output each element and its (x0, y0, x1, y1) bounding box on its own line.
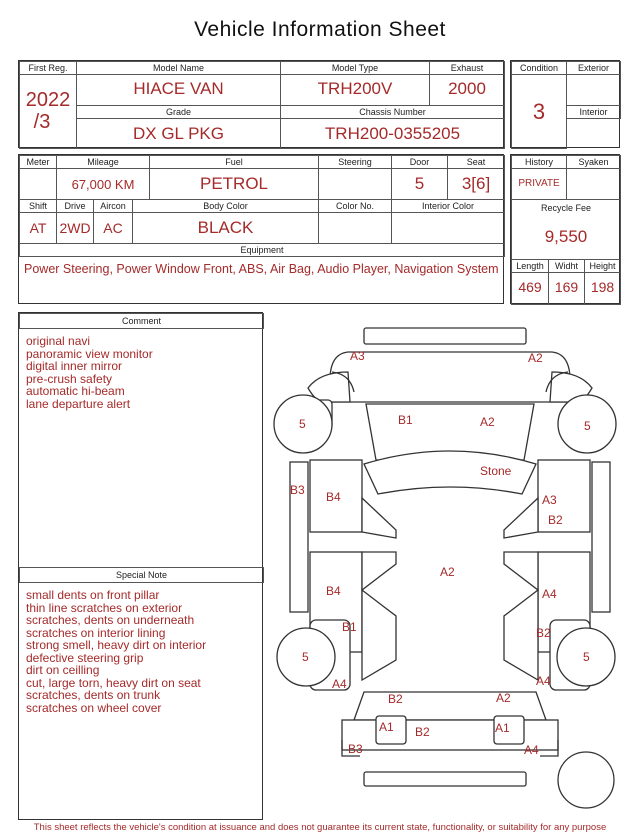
disclaimer-footer: This sheet reflects the vehicle's condition at issuance and does not guarantee its current state, functionality, or suitability for any purpose (33, 822, 607, 833)
special-note-item: scratches on interior lining (26, 625, 166, 640)
damage-mark: A2 (496, 691, 511, 705)
damage-mark: Stone (480, 464, 512, 478)
drive-value: 2WD (59, 220, 91, 236)
height-label: Height (589, 261, 616, 271)
history-label: History (524, 157, 553, 167)
damage-mark: 5 (584, 419, 591, 433)
body-color-label: Body Color (203, 201, 248, 211)
damage-mark: B1 (342, 620, 357, 634)
body-color-value: BLACK (197, 218, 254, 237)
condition-box (510, 60, 620, 148)
sheet-title: Vehicle Information Sheet (194, 18, 446, 41)
condition-value: 3 (532, 99, 546, 124)
damage-mark: B4 (326, 584, 341, 598)
first-reg-month: /3 (33, 111, 51, 133)
special-note-item: thin line scratches on exterior (26, 600, 183, 615)
model-name-label: Model Name (152, 63, 205, 73)
vehicle-basic-box (18, 60, 504, 148)
steering-label: Steering (338, 157, 372, 167)
recycle-fee-value: 9,550 (544, 227, 588, 246)
length-label: Length (516, 261, 544, 271)
special-note-item: scratches on wheel cover (26, 700, 162, 715)
comment-item: original navi (26, 334, 91, 348)
drive-label: Drive (64, 201, 86, 211)
seat-label: Seat (466, 157, 486, 167)
damage-mark: 5 (302, 650, 309, 664)
comment-item: digital inner mirror (26, 359, 123, 373)
mileage-label: Mileage (87, 157, 119, 167)
vehicle-spec-box (18, 154, 504, 304)
comment-item: panoramic view monitor (26, 346, 153, 361)
damage-mark: A3 (542, 493, 557, 507)
exhaust-label: Exhaust (450, 63, 484, 73)
damage-mark: A3 (350, 349, 365, 363)
comment-label: Comment (121, 316, 161, 326)
grade-label: Grade (165, 107, 191, 117)
equipment-value: Power Steering, Power Window Front, ABS, Air Bag, Audio Player, Navigation System (24, 262, 499, 276)
exterior-label: Exterior (577, 63, 609, 73)
first-reg-label: First Reg. (28, 63, 68, 73)
damage-mark: A4 (542, 587, 557, 601)
damage-mark: A4 (524, 743, 539, 757)
car-damage-diagram (270, 320, 630, 820)
special-note-item: dirt on ceilling (26, 663, 100, 677)
grade-value: DX GL PKG (132, 124, 224, 143)
special-note-label: Special Note (115, 570, 168, 580)
damage-mark: B2 (388, 692, 403, 706)
damage-mark: A2 (528, 351, 543, 365)
damage-mark: 5 (583, 650, 590, 664)
meter-label: Meter (26, 157, 50, 167)
notes-box (18, 312, 263, 820)
damage-mark: A2 (480, 415, 495, 429)
damage-mark: A4 (536, 674, 551, 688)
damage-mark: B3 (348, 742, 363, 756)
special-note-item: defective steering grip (26, 650, 144, 665)
equipment-label: Equipment (240, 245, 284, 255)
shift-label: Shift (28, 201, 47, 211)
comment-item: lane departure alert (26, 396, 131, 411)
length-value: 469 (518, 279, 542, 295)
model-type-label: Model Type (331, 63, 379, 73)
chassis-number-label: Chassis Number (359, 107, 426, 117)
height-value: 198 (590, 279, 615, 295)
door-value: 5 (414, 174, 425, 193)
damage-mark: B1 (398, 413, 413, 427)
damage-mark: B2 (548, 513, 563, 527)
special-note-item: cut, large torn, heavy dirt on seat (26, 675, 201, 690)
color-no-label: Color No. (335, 201, 374, 211)
shift-value: AT (29, 220, 47, 236)
comment-item: automatic hi-beam (26, 384, 125, 398)
recycle-fee-label: Recycle Fee (540, 203, 592, 213)
special-note-item: strong smell, heavy dirt on interior (26, 638, 207, 652)
aircon-value: AC (103, 220, 123, 236)
width-value: 169 (554, 279, 579, 295)
history-box (510, 154, 620, 304)
syaken-label: Syaken (578, 157, 609, 167)
history-value: PRIVATE (518, 178, 560, 189)
damage-mark: A1 (495, 721, 510, 735)
first-reg-year: 2022 (25, 89, 71, 111)
comment-item: pre-crush safety (26, 371, 113, 386)
damage-mark: A1 (379, 720, 394, 734)
damage-mark: B2 (536, 626, 551, 640)
damage-mark: B2 (415, 725, 430, 739)
special-note-item: scratches, dents on trunk (26, 688, 161, 702)
seat-value: 3[6] (461, 174, 491, 193)
mileage-value: 67,000 KM (71, 177, 135, 192)
damage-mark: A2 (440, 565, 455, 579)
comment-list (26, 335, 153, 410)
special-note-item: scratches, dents on underneath (26, 613, 195, 627)
damage-mark: A4 (332, 677, 347, 691)
damage-mark: B4 (326, 490, 341, 504)
fuel-label: Fuel (225, 157, 243, 167)
width-label: Widht (554, 261, 578, 271)
special-note-list (26, 589, 206, 714)
interior-color-label: Interior Color (421, 201, 475, 211)
aircon-label: Aircon (100, 201, 126, 211)
damage-mark: B3 (290, 483, 305, 497)
special-note-item: small dents on front pillar (26, 588, 160, 602)
door-label: Door (409, 157, 430, 167)
chassis-number-value: TRH200-0355205 (324, 124, 461, 143)
damage-mark: 5 (299, 417, 306, 431)
model-type-value: TRH200V (317, 79, 393, 98)
fuel-value: PETROL (199, 174, 269, 193)
exhaust-value: 2000 (448, 79, 486, 98)
interior-label: Interior (579, 107, 608, 117)
condition-label: Condition (519, 63, 559, 73)
model-name-value: HIACE VAN (133, 79, 224, 98)
